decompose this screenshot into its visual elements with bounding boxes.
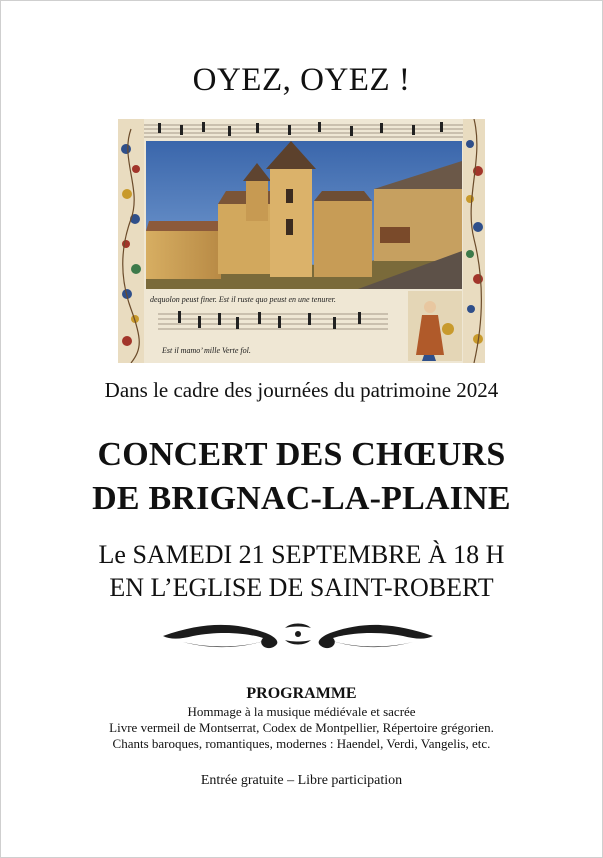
- church-photo: [146, 141, 462, 289]
- musician-figure: [408, 291, 462, 361]
- church-manuscript-illustration: [118, 119, 485, 363]
- entry-info: Entrée gratuite – Libre participation: [200, 773, 403, 788]
- decorative-ornament-divider: [163, 614, 433, 654]
- page-title: OYEZ, OYEZ !: [192, 62, 411, 98]
- concert-title-line2: DE BRIGNAC-LA-PLAINE: [92, 480, 511, 517]
- date-line2: EN L’EGLISE DE SAINT-ROBERT: [109, 573, 494, 602]
- subtitle: Dans le cadre des journées du patrimoine 2024: [104, 378, 499, 402]
- programme-title: PROGRAMME: [246, 685, 357, 702]
- date-line1: Le SAMEDI 21 SEPTEMBRE À 18 H: [98, 540, 505, 569]
- manuscript-text-line2: Est il mamo’ mille Verte fol.: [162, 346, 251, 355]
- programme-line: Hommage à la musique médiévale et sacrée: [187, 704, 416, 719]
- concert-title-line1: CONCERT DES CHŒURS: [97, 436, 506, 473]
- programme-line: Chants baroques, romantiques, modernes : Haendel, Verdi, Vangelis, etc.: [112, 736, 491, 751]
- programme-line: Livre vermeil de Montserrat, Codex de Montpellier, Répertoire grégorien.: [109, 720, 494, 735]
- illuminated-border-left: [118, 119, 144, 363]
- manuscript-text-line1: dequolon peust finer. Est il ruste quo peust en une tenurer.: [150, 295, 336, 304]
- illuminated-border-right: [463, 119, 485, 363]
